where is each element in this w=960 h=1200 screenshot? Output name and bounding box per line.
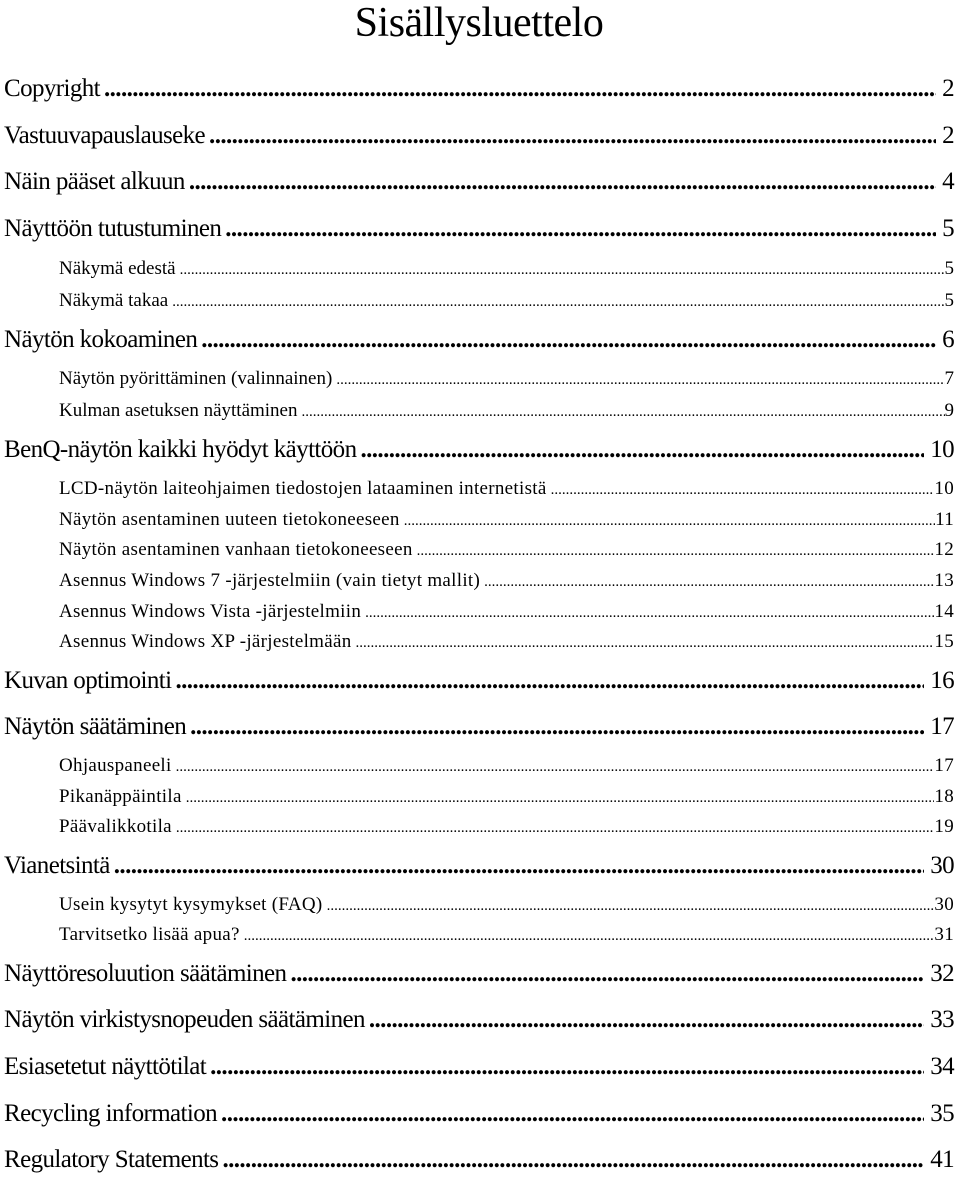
toc-leader-dots [176, 752, 935, 783]
toc-entry[interactable] [4, 66, 954, 113]
toc-entry[interactable] [4, 951, 954, 998]
toc-entry-label: Näytön virkistysnopeuden säätäminen [4, 1006, 365, 1034]
page-title: Sisällysluettelo [354, 0, 604, 46]
toc-subentry[interactable] [4, 782, 954, 813]
toc-entry-page: 30 [930, 851, 954, 879]
toc-leader-dots [201, 317, 936, 363]
toc-leader-dots [244, 921, 935, 952]
toc-entry-label: Näytön pyörittäminen (valinnainen) [59, 368, 333, 390]
toc-entry-label: Näkymä takaa [59, 289, 169, 311]
toc-subentry[interactable] [4, 890, 954, 921]
toc-entry-label: Kulman asetuksen näyttäminen [59, 400, 298, 422]
toc-entry-page: 17 [930, 713, 954, 741]
toc-leader-dots [290, 951, 924, 997]
toc-leader-dots [176, 813, 934, 844]
toc-leader-dots [172, 286, 944, 318]
toc-leader-dots [404, 506, 935, 537]
toc-entry-page: 16 [930, 666, 954, 694]
toc-leader-dots [180, 254, 945, 286]
toc-entry-page: 15 [934, 631, 954, 653]
toc-entry-label: Pikanäppäintila [59, 785, 182, 807]
toc-entry-label: Copyright [4, 75, 100, 102]
toc-subentry[interactable] [4, 597, 954, 628]
toc-subentry[interactable] [4, 253, 954, 285]
toc-entry-label: Regulatory Statements [4, 1146, 219, 1174]
toc-entry[interactable] [4, 997, 954, 1044]
toc-entry-page: 14 [934, 600, 954, 622]
toc-leader-dots [360, 427, 924, 473]
toc-subentry[interactable] [4, 627, 954, 658]
toc-leader-dots [302, 396, 945, 428]
toc-leader-dots [551, 475, 935, 506]
toc-leader-dots [327, 891, 935, 922]
toc-subentry[interactable] [4, 363, 954, 395]
toc-entry-page: 5 [942, 215, 954, 243]
toc-entry-label: Näytön kokoaminen [4, 325, 198, 353]
toc-entry-label: Näyttöresoluution säätäminen [4, 959, 287, 987]
toc-entry-page: 33 [930, 1006, 954, 1034]
toc-entry-page: 31 [934, 924, 954, 946]
toc-entry-page: 41 [930, 1146, 954, 1174]
toc-leader-dots [225, 206, 936, 252]
toc-entry[interactable] [4, 113, 954, 160]
toc-leader-dots [186, 783, 935, 814]
toc-leader-dots [369, 997, 924, 1043]
toc-entry-page: 9 [944, 400, 954, 422]
toc-entry-page: 18 [934, 785, 954, 807]
toc-entry-label: LCD-näytön laiteohjaimen tiedostojen lataaminen internetistä [59, 478, 547, 500]
toc-leader-dots [356, 628, 935, 659]
toc-entry[interactable] [4, 317, 954, 364]
toc-leader-dots [222, 1137, 924, 1183]
toc-entry-label: Asennus Windows 7 -järjestelmiin (vain tietyt mallit) [59, 569, 481, 591]
toc-entry-label: Näin pääset alkuun [4, 168, 185, 196]
toc-leader-dots [365, 598, 934, 629]
toc-leader-dots [190, 704, 924, 750]
toc-subentry[interactable] [4, 920, 954, 951]
toc-subentry[interactable] [4, 474, 954, 505]
toc-entry-label: Vastuuvapauslauseke [4, 121, 206, 149]
toc-subentry[interactable] [4, 395, 954, 427]
toc-entry[interactable] [4, 159, 954, 206]
toc-entry-page: 34 [930, 1053, 954, 1081]
toc-subentry[interactable] [4, 566, 954, 597]
toc-entry-page: 6 [942, 325, 954, 353]
toc-entry[interactable] [4, 658, 954, 705]
toc-leader-dots [336, 364, 944, 396]
toc-entry-page: 35 [930, 1099, 954, 1127]
toc-entry-label: Näkymä edestä [59, 257, 176, 279]
toc-entry-label: Vianetsintä [4, 851, 110, 879]
toc-entry-label: Näyttöön tutustuminen [4, 215, 222, 243]
toc-entry-page: 10 [934, 478, 954, 500]
toc-entry-label: Päävalikkotila [59, 816, 172, 838]
toc-entry-page: 13 [934, 569, 954, 591]
toc-entry-label: Usein kysytyt kysymykset (FAQ) [59, 893, 323, 915]
toc-entry-label: Näytön säätäminen [4, 713, 187, 741]
toc-entry-page: 11 [935, 508, 954, 530]
toc-entry[interactable] [4, 206, 954, 253]
toc-subentry[interactable] [4, 812, 954, 843]
toc-entry-label: Näytön asentaminen uuteen tietokoneeseen [59, 508, 400, 530]
toc-leader-dots [417, 536, 935, 567]
toc-entry-page: 7 [944, 368, 954, 390]
toc-subentry[interactable] [4, 751, 954, 782]
toc-entry-label: Asennus Windows XP -järjestelmään [59, 631, 352, 653]
toc-entry[interactable] [4, 704, 954, 751]
toc-entry[interactable] [4, 1091, 954, 1138]
toc-list [4, 66, 954, 1184]
toc-entry-page: 5 [944, 257, 954, 279]
toc-entry[interactable] [4, 1044, 954, 1091]
toc-entry-page: 2 [942, 75, 954, 102]
toc-entry-page: 12 [934, 539, 954, 561]
toc-entry-label: Näytön asentaminen vanhaan tietokoneeseen [59, 539, 413, 561]
toc-entry-page: 17 [934, 755, 954, 777]
toc-leader-dots [210, 1044, 924, 1090]
toc-subentry[interactable] [4, 535, 954, 566]
toc-leader-dots [221, 1091, 924, 1137]
toc-entry[interactable] [4, 843, 954, 890]
toc-entry-label: Tarvitsetko lisää apua? [59, 924, 240, 946]
toc-entry[interactable] [4, 427, 954, 474]
toc-leader-dots [209, 113, 936, 159]
toc-subentry[interactable] [4, 505, 954, 536]
toc-subentry[interactable] [4, 285, 954, 317]
toc-entry-label: Ohjauspaneeli [59, 755, 172, 777]
toc-entry-label: Kuvan optimointi [4, 666, 172, 694]
toc-leader-dots [484, 567, 934, 598]
toc-leader-dots [114, 843, 924, 889]
toc-entry[interactable] [4, 1137, 954, 1184]
toc-entry-page: 30 [934, 893, 954, 915]
toc-leader-dots [104, 66, 936, 112]
toc-entry-page: 19 [934, 816, 954, 838]
toc-entry-label: Esiasetetut näyttötilat [4, 1053, 207, 1081]
toc-entry-page: 32 [930, 959, 954, 987]
toc-leader-dots [189, 159, 936, 205]
toc-entry-page: 10 [930, 436, 954, 464]
toc-leader-dots [175, 658, 924, 704]
toc-entry-label: Recycling information [4, 1099, 218, 1127]
toc-entry-page: 5 [944, 289, 954, 311]
toc-entry-page: 4 [942, 168, 954, 196]
toc-entry-label: Asennus Windows Vista -järjestelmiin [59, 600, 362, 622]
toc-entry-label: BenQ-näytön kaikki hyödyt käyttöön [4, 436, 357, 464]
toc-entry-page: 2 [942, 121, 954, 149]
